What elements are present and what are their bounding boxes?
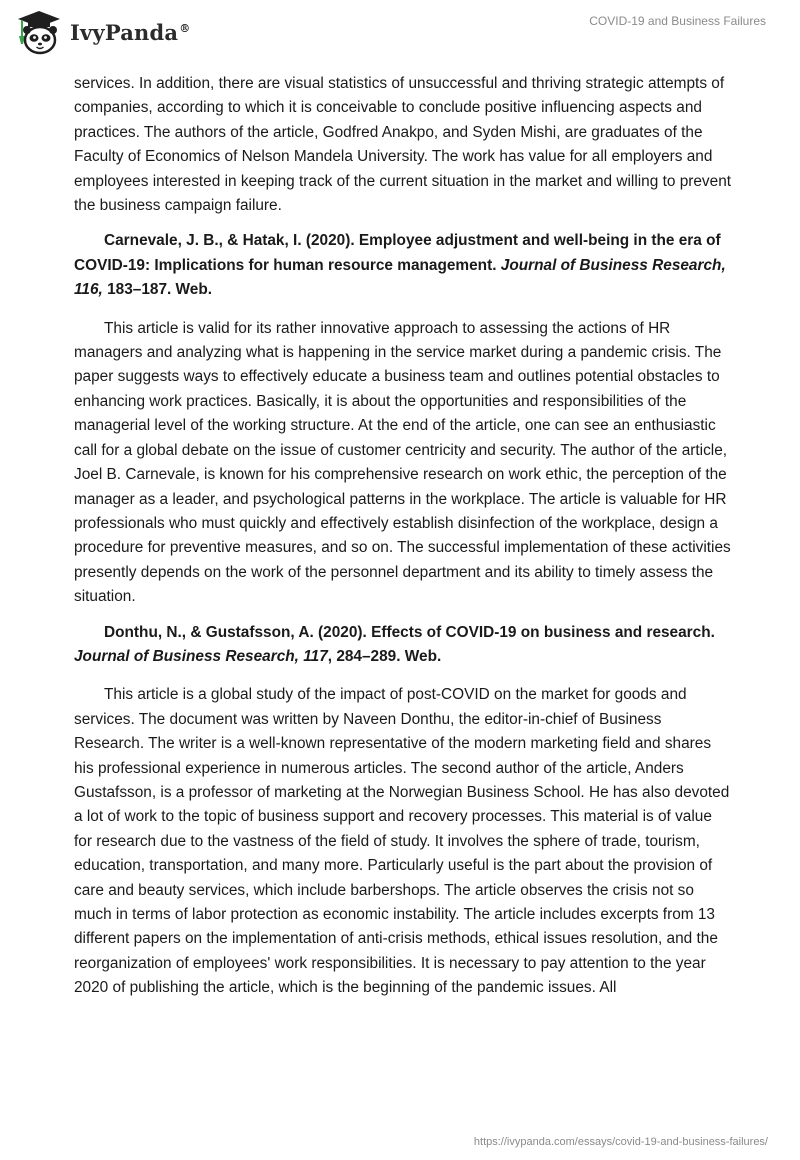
reference-pages: 183–187. Web. — [102, 281, 213, 299]
brand-name: IvyPanda® — [70, 19, 191, 45]
reference-journal: Journal of Business Research, 116, — [74, 256, 726, 299]
reference-entry — [74, 621, 734, 670]
reference-citation: Donthu, N., & Gustafsson, A. (2020). Effects of COVID-19 on business and research. — [104, 623, 715, 641]
ivypanda-logo[interactable] — [14, 8, 190, 56]
page-header — [0, 0, 800, 64]
body-paragraph: This article is a global study of the impact of post-COVID on the market for goods and services. The document was written by Naveen Donthu, the editor-in-chief of Business Research. The writer is a well-known representative of the modern marketing field and shares his professional experience in numerous articles. The second author of the article, Anders Gustafsson, is a professor of marketing at the Norwegian Business School. He has also devoted a lot of work to the topic of business support and recovery processes. This material is of value for research due to the vastness of the field of study. It involves the sphere of trade, tourism, education, transportation, and many more. Particularly useful is the part about the provision of care and beauty services, which include barbershops. The article observes the crisis not so much in terms of labor protection as economic instability. The article includes excerpts from 13 different papers on the implementation of anti-crisis methods, ethical issues resolution, and the reorganization of employees' work responsibilities. It is necessary to pay attention to the year 2020 of publishing the article, which is the beginning of the pandemic issues. All — [74, 686, 730, 997]
essay-content — [74, 72, 734, 1012]
reference-pages: , 284–289. Web. — [327, 647, 442, 665]
body-paragraph: services. In addition, there are visual statistics of unsuccessful and thriving strategic attempts of companies, according to which it is conceivable to conclude positive influencing aspects and practices. The authors of the article, Godfred Anakpo, and Syden Mishi, are graduates of the Faculty of Economics of Nelson Mandela University. The work has value for all employers and employees interested in keeping track of the current situation in the market and willing to prevent the business campaign failure. — [74, 75, 732, 215]
reference-citation: Carnevale, J. B., & Hatak, I. (2020). Employee adjustment and well-being in the era of COVID-19: Implications for human resource management. — [74, 232, 721, 274]
panda-graduate-icon — [14, 8, 64, 56]
body-paragraph: This article is valid for its rather innovative approach to assessing the actions of HR managers and analyzing what is happening in the service market during a pandemic crisis. The paper suggests ways to effectively educate a business team and outlines potential obstacles to enhancing work practices. Basically, it is about the opportunities and responsibilities of the managerial level of the working structure. At the end of the article, one can see an enthusiastic call for a global debate on the issue of customer centricity and security. The author of the article, Joel B. Carnevale, is known for his comprehensive research on work ethic, the perception of the manager as a leader, and psychological patterns in the workplace. The article is valuable for HR professionals who must quickly and effectively establish disinfection of the workplace, design a procedure for preventive measures, and so on. The successful implementation of these activities presently depends on the work of the personnel department and its ability to timely assess the situation. — [74, 319, 731, 606]
reference-entry — [74, 229, 734, 302]
document-title: COVID-19 and Business Failures — [589, 14, 766, 28]
source-url-link[interactable]: https://ivypanda.com/essays/covid-19-and-business-failures/ — [473, 1136, 768, 1148]
reference-journal: Journal of Business Research, 117 — [74, 647, 328, 665]
